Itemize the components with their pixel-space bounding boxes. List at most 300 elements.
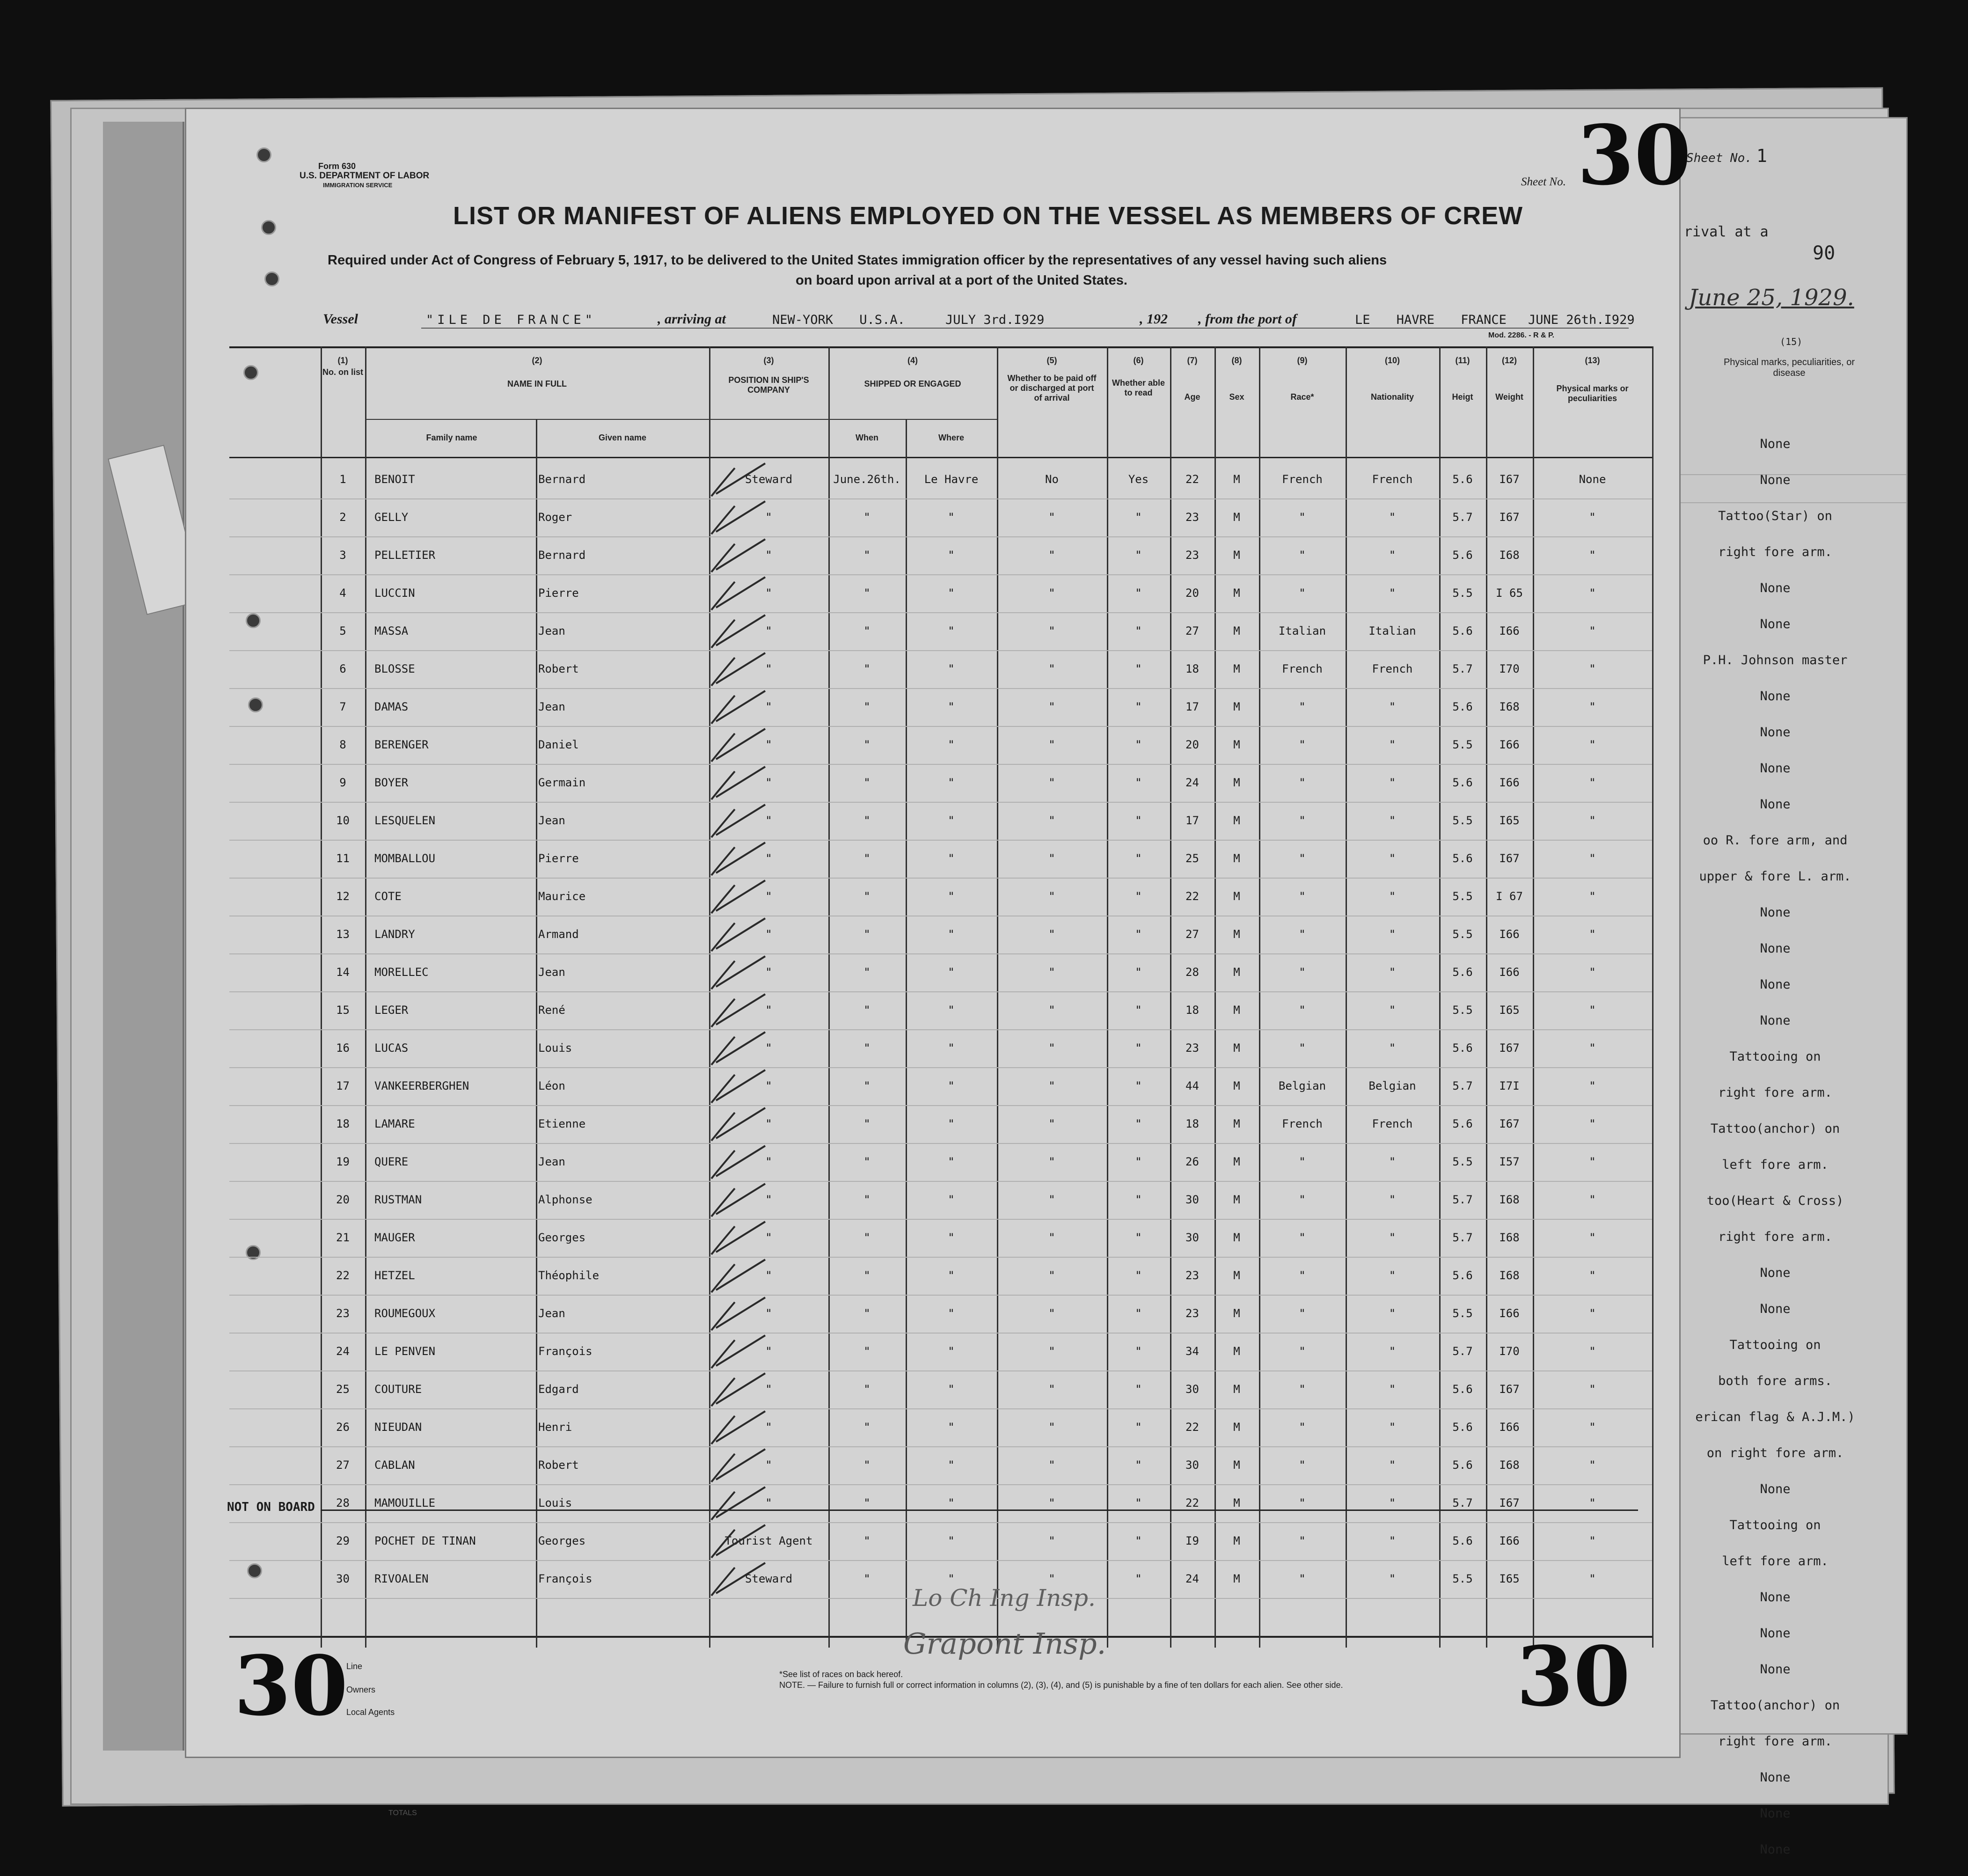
col-4b-header: Where [938,433,964,442]
right-arrival-label: rival at a [1684,224,1769,240]
cell-read: " [1135,1117,1142,1130]
cell-family: LAMARE [374,1117,415,1130]
inspector-signature-1: Lo Ch Ing Insp. [913,1584,1096,1612]
cell-family: DAMAS [374,700,409,713]
cell-no: 9 [339,776,346,789]
cell-read: " [1135,814,1142,827]
col-4-header: SHIPPED OR ENGAGED [864,379,961,388]
right-entry: erican flag & A.J.M.) [1695,1410,1855,1424]
cell-no: 27 [336,1458,350,1472]
cell-age: 30 [1185,1458,1199,1472]
cell-where: " [948,1231,955,1244]
cell-read: " [1135,624,1142,638]
check-mark [711,653,765,686]
cell-marks: " [1589,586,1596,600]
cell-no: 19 [336,1155,350,1168]
check-mark [711,1297,765,1330]
check-mark [711,539,765,572]
cell-height: 5.5 [1452,1155,1473,1168]
cell-position: " [765,1117,772,1130]
cell-weight: I67 [1499,511,1520,524]
cell-when: " [863,1004,871,1017]
cell-race: French [1282,1117,1323,1130]
right-col-title: Physical marks, peculiarities, or disease [1723,357,1855,378]
cell-weight: I67 [1499,852,1520,865]
cell-race: French [1282,473,1323,486]
cell-race: " [1299,1231,1306,1244]
cell-marks: " [1589,1496,1596,1510]
cell-family: LEGER [374,1004,409,1017]
cell-marks: " [1589,549,1596,562]
cell-age: 24 [1185,776,1199,789]
cell-when: " [863,1269,871,1282]
departure-date: JUNE 26th.I929 [1528,313,1635,327]
right-entry: None [1760,1302,1791,1316]
cell-sex: M [1233,966,1240,979]
right-entry: None [1760,689,1791,704]
cell-where: " [948,966,955,979]
cell-height: 5.6 [1452,1269,1473,1282]
cell-height: 5.6 [1452,852,1473,865]
cell-weight: I68 [1499,700,1520,713]
right-entry: left fore arm. [1722,1554,1829,1568]
cell-age: 24 [1185,1572,1199,1585]
cell-paid: " [1048,814,1055,827]
cell-height: 5.6 [1452,473,1473,486]
cell-weight: I 67 [1496,890,1523,903]
col-13-header: Physical marks or peculiarities [1556,384,1629,403]
cell-given: Armand [538,928,579,941]
cell-paid: " [1048,1421,1055,1434]
right-entry: both fore arms. [1718,1374,1832,1388]
year-label: , 192 [1140,311,1168,327]
cell-when: " [863,1496,871,1510]
right-entry: Tattooing on [1729,1338,1821,1352]
right-entry: right fore arm. [1718,1734,1832,1749]
cell-nationality: " [1389,814,1396,827]
cell-position: " [765,1193,772,1206]
cell-where: " [948,776,955,789]
not-on-board-label: NOT ON BOARD [227,1500,315,1514]
cell-marks: " [1589,1345,1596,1358]
cell-given: Germain [538,776,586,789]
cell-where: " [948,586,955,600]
cell-height: 5.7 [1452,1193,1473,1206]
handwritten-check-marks [229,346,1652,1648]
cell-where: " [948,1458,955,1472]
cell-paid: " [1048,890,1055,903]
cell-weight: I68 [1499,1231,1520,1244]
cell-family: ROUMEGOUX [374,1307,436,1320]
cell-when: " [863,814,871,827]
cell-family: PELLETIER [374,549,436,562]
cell-no: 18 [336,1117,350,1130]
cell-marks: " [1589,890,1596,903]
cell-paid: " [1048,1458,1055,1472]
cell-family: POCHET DE TINAN [374,1534,476,1547]
cell-where: " [948,700,955,713]
check-mark [711,843,765,875]
cell-nationality: " [1389,852,1396,865]
cell-no: 8 [339,738,346,751]
right-entry: None [1760,1626,1791,1641]
cell-when: " [863,1041,871,1055]
cell-no: 12 [336,890,350,903]
check-mark [711,1222,765,1254]
cell-when: " [863,1155,871,1168]
cell-no: 2 [339,511,346,524]
cell-position: " [765,624,772,638]
cell-paid: " [1048,1345,1055,1358]
cell-family: MORELLEC [374,966,429,979]
cell-paid: " [1048,1231,1055,1244]
cell-no: 15 [336,1004,350,1017]
cell-marks: " [1589,1307,1596,1320]
check-mark [711,1260,765,1292]
cell-where: " [948,1534,955,1547]
check-mark [711,1108,765,1141]
cell-position: " [765,700,772,713]
cell-race: " [1299,966,1306,979]
cell-position: Steward [745,1572,793,1585]
right-entry: right fore arm. [1718,1085,1832,1100]
cell-given: Bernard [538,473,586,486]
cell-given: Louis [538,1496,572,1510]
right-entry: None [1760,1482,1791,1496]
cell-position: " [765,776,772,789]
right-sheet-label: Sheet No. [1686,151,1752,165]
cell-sex: M [1233,586,1240,600]
cell-race: " [1299,1572,1306,1585]
cell-read: " [1135,1307,1142,1320]
cell-marks: " [1589,1004,1596,1017]
cell-read: " [1135,738,1142,751]
cell-where: " [948,511,955,524]
cell-age: 25 [1185,852,1199,865]
cell-paid: " [1048,776,1055,789]
cell-read: " [1135,776,1142,789]
col-1-header: No. on list [322,367,363,377]
cell-sex: M [1233,1345,1240,1358]
cell-when: " [863,586,871,600]
cell-family: BERENGER [374,738,429,751]
cell-nationality: " [1389,890,1396,903]
cell-where: " [948,890,955,903]
cell-weight: I68 [1499,1458,1520,1472]
cell-paid: " [1048,1269,1055,1282]
cell-no: 4 [339,586,346,600]
cell-position: " [765,1231,772,1244]
cell-age: 22 [1185,473,1199,486]
cell-when: " [863,1231,871,1244]
subtitle-line-1: Required under Act of Congress of February 5, 1917, to be delivered to the United States immigration officer by the representatives of any vessel having such aliens [328,253,1387,268]
cell-family: LE PENVEN [374,1345,436,1358]
cell-position: " [765,966,772,979]
cell-sex: M [1233,473,1240,486]
cell-read: " [1135,1079,1142,1092]
check-mark [711,956,765,989]
cell-read: " [1135,890,1142,903]
cell-no: 5 [339,624,346,638]
check-mark [711,1563,765,1596]
cell-age: 20 [1185,738,1199,751]
service: IMMIGRATION SERVICE [323,182,393,189]
cell-position: " [765,1155,772,1168]
cell-given: François [538,1572,593,1585]
cell-sex: M [1233,700,1240,713]
cell-sex: M [1233,1193,1240,1206]
cell-marks: " [1589,1231,1596,1244]
cell-nationality: " [1389,928,1396,941]
cell-sex: M [1233,1458,1240,1472]
cell-given: Théophile [538,1269,600,1282]
check-mark [711,1070,765,1103]
cell-where: " [948,814,955,827]
cell-read: " [1135,966,1142,979]
cell-age: 23 [1185,1269,1199,1282]
cell-given: Edgard [538,1383,579,1396]
cell-family: VANKEERBERGHEN [374,1079,469,1092]
cell-height: 5.6 [1452,966,1473,979]
cell-paid: " [1048,1307,1055,1320]
cell-where: " [948,1041,955,1055]
right-entry: too(Heart & Cross) [1706,1194,1844,1208]
cell-weight: I66 [1499,776,1520,789]
cell-position: " [765,586,772,600]
cell-sex: M [1233,1572,1240,1585]
cell-given: Robert [538,1458,579,1472]
cell-when: " [863,966,871,979]
cell-position: " [765,1307,772,1320]
cell-read: " [1135,1572,1142,1585]
cell-given: Jean [538,814,565,827]
cell-age: 22 [1185,890,1199,903]
cell-height: 5.6 [1452,1421,1473,1434]
cell-where: " [948,738,955,751]
cell-height: 5.5 [1452,1004,1473,1017]
cell-nationality: French [1372,662,1413,675]
cell-nationality: " [1389,966,1396,979]
right-entry: None [1760,581,1791,595]
check-mark [711,1184,765,1216]
col-3-header: POSITION IN SHIP'S COMPANY [728,375,809,395]
cell-nationality: " [1389,1155,1396,1168]
cell-nationality: French [1372,473,1413,486]
right-date-handwritten: June 25, 1929. [1689,285,1854,311]
cell-marks: " [1589,852,1596,865]
cell-when: " [863,662,871,675]
cell-nationality: " [1389,1004,1396,1017]
cell-where: " [948,1004,955,1017]
right-entry: None [1760,761,1791,776]
check-mark [711,729,765,762]
check-mark [711,577,765,610]
cell-paid: " [1048,966,1055,979]
cell-where: " [948,852,955,865]
cell-sex: M [1233,814,1240,827]
check-mark [711,994,765,1027]
right-sheet-number: 1 [1756,146,1767,166]
cell-where: " [948,1269,955,1282]
cell-when: " [863,1117,871,1130]
cell-paid: " [1048,1041,1055,1055]
cell-read: " [1135,1231,1142,1244]
cell-nationality: Belgian [1368,1079,1416,1092]
cell-age: 17 [1185,700,1199,713]
cell-no: 7 [339,700,346,713]
cell-read: " [1135,511,1142,524]
right-entry: Tattooing on [1729,1518,1821,1532]
cell-sex: M [1233,549,1240,562]
cell-sex: M [1233,1079,1240,1092]
cell-position: " [765,1496,772,1510]
cell-position: " [765,662,772,675]
cell-where: " [948,1155,955,1168]
left-binding-strip [103,122,184,1751]
cell-read: " [1135,1155,1142,1168]
cell-position: " [765,1079,772,1092]
cell-height: 5.5 [1452,1307,1473,1320]
cell-no: 14 [336,966,350,979]
cell-given: Georges [538,1231,586,1244]
cell-marks: " [1589,700,1596,713]
cell-given: Henri [538,1421,572,1434]
mod-note: Mod. 2286. - R & P. [1488,331,1555,339]
col-4-num: (4) [907,356,918,365]
cell-nationality: " [1389,1307,1396,1320]
cell-paid: " [1048,624,1055,638]
cell-sex: M [1233,852,1240,865]
cell-family: RIVOALEN [374,1572,429,1585]
cell-race: " [1299,776,1306,789]
col-12-header: Weight [1495,392,1523,402]
cell-family: QUERE [374,1155,409,1168]
cell-position: " [765,1421,772,1434]
cell-sex: M [1233,1307,1240,1320]
cell-marks: " [1589,814,1596,827]
cell-no: 28 [336,1496,350,1510]
penalty-note: NOTE. — Failure to furnish full or correct information in columns (2), (3), (4), and (5) is punishable by a fine of ten dollars for each alien. See other side. [779,1680,1343,1690]
cell-weight: I70 [1499,1345,1520,1358]
cell-sex: M [1233,511,1240,524]
cell-marks: " [1589,776,1596,789]
cell-when: " [863,700,871,713]
cell-position: " [765,928,772,941]
cell-family: BLOSSE [374,662,415,675]
cell-sex: M [1233,1269,1240,1282]
cell-family: LANDRY [374,928,415,941]
cell-read: " [1135,549,1142,562]
right-entry: None [1760,473,1791,487]
cell-family: CABLAN [374,1458,415,1472]
cell-sex: M [1233,1117,1240,1130]
cell-sex: M [1233,890,1240,903]
cell-read: " [1135,1193,1142,1206]
cell-family: NIEUDAN [374,1421,422,1434]
cell-family: COTE [374,890,402,903]
form-number: Form 630 [318,161,356,171]
cell-paid: " [1048,1572,1055,1585]
cell-position: " [765,852,772,865]
right-entry: Tattoo(anchor) on [1710,1121,1840,1136]
strike-through-row-28 [321,1510,1638,1511]
cell-sex: M [1233,1534,1240,1547]
check-mark [711,1335,765,1368]
col-6-num: (6) [1133,356,1144,365]
cell-nationality: " [1389,1193,1396,1206]
cell-where: " [948,549,955,562]
cell-when: " [863,1383,871,1396]
cell-read: " [1135,1534,1142,1547]
cell-age: 17 [1185,814,1199,827]
col-9-header: Race* [1290,392,1314,402]
cell-family: BENOIT [374,473,415,486]
footer-number-left: 30 [234,1638,348,1734]
cell-race: " [1299,1383,1306,1396]
cell-weight: I66 [1499,738,1520,751]
cell-age: 27 [1185,928,1199,941]
check-mark [711,463,765,496]
col-2b-header: Given name [598,433,647,442]
sheet-number: 30 [1577,108,1691,204]
cell-marks: " [1589,1079,1596,1092]
col-11-header: Heigt [1452,392,1473,402]
col-2a-header: Family name [426,433,477,442]
cell-given: René [538,1004,565,1017]
cell-sex: M [1233,928,1240,941]
cell-given: Jean [538,624,565,638]
cell-given: Daniel [538,738,579,751]
cell-age: 18 [1185,1004,1199,1017]
cell-age: 30 [1185,1231,1199,1244]
check-mark [711,615,765,648]
check-mark [711,1373,765,1406]
cell-position: " [765,1041,772,1055]
cell-when: " [863,1345,871,1358]
from-port: LE HAVRE FRANCE [1355,313,1507,327]
cell-position: " [765,738,772,751]
cell-height: 5.5 [1452,586,1473,600]
cell-weight: I66 [1499,1421,1520,1434]
cell-height: 5.7 [1452,1496,1473,1510]
cell-paid: " [1048,1193,1055,1206]
cell-read: " [1135,700,1142,713]
cell-height: 5.5 [1452,928,1473,941]
col-11-num: (11) [1455,356,1470,365]
right-entry: Tattoo(anchor) on [1710,1698,1840,1713]
cell-marks: " [1589,966,1596,979]
cell-where: " [948,1117,955,1130]
cell-age: 26 [1185,1155,1199,1168]
cell-when: " [863,1307,871,1320]
cell-age: 30 [1185,1383,1199,1396]
cell-given: Louis [538,1041,572,1055]
right-adjoining-sheet [1661,117,1908,1857]
cell-given: Roger [538,511,572,524]
cell-weight: I70 [1499,662,1520,675]
check-mark [711,1487,765,1520]
check-mark [711,918,765,951]
cell-race: Belgian [1278,1079,1326,1092]
cell-age: 23 [1185,511,1199,524]
department: U.S. DEPARTMENT OF LABOR [300,171,430,181]
check-mark [711,1146,765,1179]
col-6-header: Whether able to read [1112,378,1165,397]
cell-race: " [1299,1534,1306,1547]
cell-given: François [538,1345,593,1358]
cell-no: 29 [336,1534,350,1547]
cell-height: 5.5 [1452,890,1473,903]
